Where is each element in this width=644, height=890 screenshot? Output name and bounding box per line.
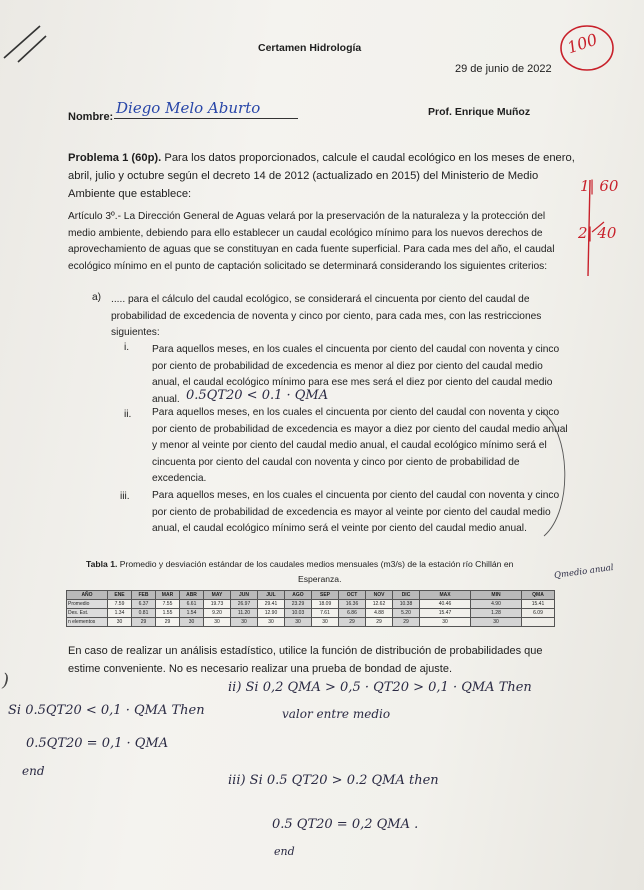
table-cell: 12.62 — [366, 600, 393, 609]
article-text: Artículo 3º.- La Dirección General de Aguas velará por la preservación de la naturaleza y la protección del medio ambiente, debiendo para ello establecer un caudal ecológico mínimo para los nuevos derechos de aprovechamiento de aguas que se constituyan en cada fuente superficial. Para cada mes del año, el caudal ecológico mínimo en el punto de captación solicitado se determinará considerando los siguientes criterios: — [68, 211, 555, 272]
table-header-cell: MIN — [471, 591, 522, 600]
paren-mark: ) — [2, 670, 10, 691]
problem-statement: Problema 1 (60p). Para los datos proporcionados, calcule el caudal ecológico en los meses de enero, abril, julio y octubre según el decreto 14 de 2012 (actualizado en 2015) del Ministerio de Medio Ambiente que establece: — [68, 152, 575, 200]
table-cell: 1.54 — [180, 609, 204, 618]
table-cell: 29.41 — [258, 600, 285, 609]
table-cell: 6.86 — [339, 609, 366, 618]
table-header-cell: FEB — [132, 591, 156, 600]
margin-score-1: 1| 60 — [580, 177, 619, 195]
table-cell: 6.61 — [180, 600, 204, 609]
table-cell: 0.81 — [132, 609, 156, 618]
table-cell: 12.90 — [258, 609, 285, 618]
table-cell: 5.20 — [393, 609, 420, 618]
student-name: Diego Melo Aburto — [116, 99, 261, 117]
table-cell: 7.55 — [156, 600, 180, 609]
table-cell: 30 — [231, 618, 258, 627]
table-header-cell: JUL — [258, 591, 285, 600]
table-cell: 7.61 — [312, 609, 339, 618]
table-cell: 29 — [132, 618, 156, 627]
table-cell: 6.09 — [522, 609, 555, 618]
table-row-label: Des. Est. — [67, 609, 108, 618]
table-cell: 30 — [108, 618, 132, 627]
table-cell: 4.90 — [471, 600, 522, 609]
table-cell: 10.03 — [285, 609, 312, 618]
subitem-ii-text: Para aquellos meses, en los cuales el cincuenta por ciento del caudal con noventa y cinco por ciento de probabilidad de excedencia es mayor a diez por ciento del caudal medio anual y menor al veinte por ciento del caudal medio anual, el caudal ecológico mínimo será el cincuenta por ciento del caudal con noventa y cinco por ciento de probabilidad de excedencia. — [152, 407, 568, 484]
subitem-iii-text: Para aquellos meses, en los cuales el cincuenta por ciento del caudal con noventa y cinco por ciento de probabilidad de excedencia es mayor al veinte por ciento del caudal medio anual, el caudal ecológico mínimo será el veinte por ciento del caudal medio anual. — [152, 490, 560, 534]
handwritten-iii-result: 0.5 QT20 = 0,2 QMA . — [272, 817, 419, 832]
bracket-pen-mark — [540, 410, 580, 540]
table-cell: 7.59 — [108, 600, 132, 609]
handwritten-i-end: end — [22, 764, 45, 778]
name-underline — [114, 118, 298, 119]
table-cell: 10.38 — [393, 600, 420, 609]
closing-text: En caso de realizar un análisis estadístico, utilice la función de distribución de probabilidades que estime conveniente. No es necesario realizar una prueba de bondad de ajuste. — [68, 645, 543, 675]
table-cell: 6.37 — [132, 600, 156, 609]
table-row-label: Promedio — [67, 600, 108, 609]
table-header-row — [67, 591, 555, 600]
table-cell: 30 — [258, 618, 285, 627]
table-header-cell: AGO — [285, 591, 312, 600]
table-cell: 29 — [393, 618, 420, 627]
handwritten-i-condition: Si 0.5QT20 < 0,1 · QMA Then — [8, 703, 205, 718]
handwritten-condition-i: 0.5QT20 < 0.1 · QMA — [186, 388, 329, 403]
pen-strokes-decoration — [0, 0, 80, 70]
table-cell: 1.55 — [156, 609, 180, 618]
table-cell: 26.97 — [231, 600, 258, 609]
exam-title: Certamen Hidrología — [258, 42, 362, 54]
table-cell: 1.34 — [108, 609, 132, 618]
table-header-cell: MAX — [420, 591, 471, 600]
item-a-text: ..... para el cálculo del caudal ecológico, se considerará el cincuenta por ciento del caudal de probabilidad de excedencia de noventa y cinco por ciento, para cada mes, con las restricciones siguientes: — [111, 294, 542, 338]
table-cell: 30 — [420, 618, 471, 627]
table-header-cell: MAY — [204, 591, 231, 600]
table-cell: 29 — [366, 618, 393, 627]
table-cell: 30 — [312, 618, 339, 627]
table-cell: 23.29 — [285, 600, 312, 609]
table-cell: 30 — [471, 618, 522, 627]
table-row-label: n elementos — [67, 618, 108, 627]
table-caption-line2: Esperanza. — [298, 574, 342, 584]
table-cell: 16.36 — [339, 600, 366, 609]
table-cell: 29 — [156, 618, 180, 627]
exam-date: 29 de junio de 2022 — [455, 63, 552, 75]
handwritten-iii-end: end — [274, 845, 295, 858]
item-a-label: a) — [92, 292, 102, 303]
table-caption: Tabla 1. Promedio y desviación estándar de los caudales medios mensuales (m3/s) de la estación río Chillán en — [86, 559, 514, 569]
table-cell: 29 — [339, 618, 366, 627]
table-header-cell: OCT — [339, 591, 366, 600]
subitem-ii-label: ii. — [124, 409, 132, 420]
table-cell: 18.09 — [312, 600, 339, 609]
handwritten-ii-result: valor entre medio — [282, 707, 391, 721]
table-cell: 15.41 — [522, 600, 555, 609]
table-header-cell: QMA — [522, 591, 555, 600]
table-cell: 9.20 — [204, 609, 231, 618]
handwritten-iii-condition: iii) Si 0.5 QT20 > 0.2 QMA then — [228, 773, 439, 788]
handwritten-qma-note: Qmedio anual — [553, 562, 615, 582]
problem-title: Problema 1 (60p). — [68, 152, 162, 164]
table-header-cell: ABR — [180, 591, 204, 600]
table-row — [67, 609, 555, 618]
table-cell: 40.46 — [420, 600, 471, 609]
subitem-i-label: i. — [124, 342, 130, 353]
grade-value: 100 — [564, 29, 600, 58]
table-cell: 30 — [180, 618, 204, 627]
table-cell: 1.28 — [471, 609, 522, 618]
table-cell: 11.20 — [231, 609, 258, 618]
table-row — [67, 600, 555, 609]
table-cell — [522, 618, 555, 627]
professor-name: Prof. Enrique Muñoz — [428, 106, 531, 118]
subitem-iii-label: iii. — [120, 491, 130, 502]
margin-score-2: 2| 40 — [578, 224, 617, 242]
data-table-wrapper — [66, 590, 555, 627]
table-cell: 15.47 — [420, 609, 471, 618]
table-cell: 19.73 — [204, 600, 231, 609]
flow-table — [66, 590, 555, 627]
table-header-cell: SEP — [312, 591, 339, 600]
table-header-cell: MAR — [156, 591, 180, 600]
table-header-cell: JUN — [231, 591, 258, 600]
handwritten-ii-condition: ii) Si 0,2 QMA > 0,5 · QT20 > 0,1 · QMA Then — [228, 680, 532, 695]
table-row — [67, 618, 555, 627]
table-cell: 30 — [204, 618, 231, 627]
name-label: Nombre: — [68, 111, 114, 123]
table-header-cell: DIC — [393, 591, 420, 600]
table-header-cell: ENE — [108, 591, 132, 600]
table-cell: 30 — [285, 618, 312, 627]
handwritten-i-result: 0.5QT20 = 0,1 · QMA — [26, 736, 169, 751]
table-header-cell: NOV — [366, 591, 393, 600]
subitem-i-text: Para aquellos meses, en los cuales el cincuenta por ciento del caudal con noventa y cinco por ciento de probabilidad de excedencia es menor al diez por ciento del caudal medio anual, el caudal ecológico mínimo para ese mes será el diez por ciento del caudal medio anual. — [152, 344, 560, 405]
table-cell: 4.88 — [366, 609, 393, 618]
table-header-cell: AÑO — [67, 591, 108, 600]
